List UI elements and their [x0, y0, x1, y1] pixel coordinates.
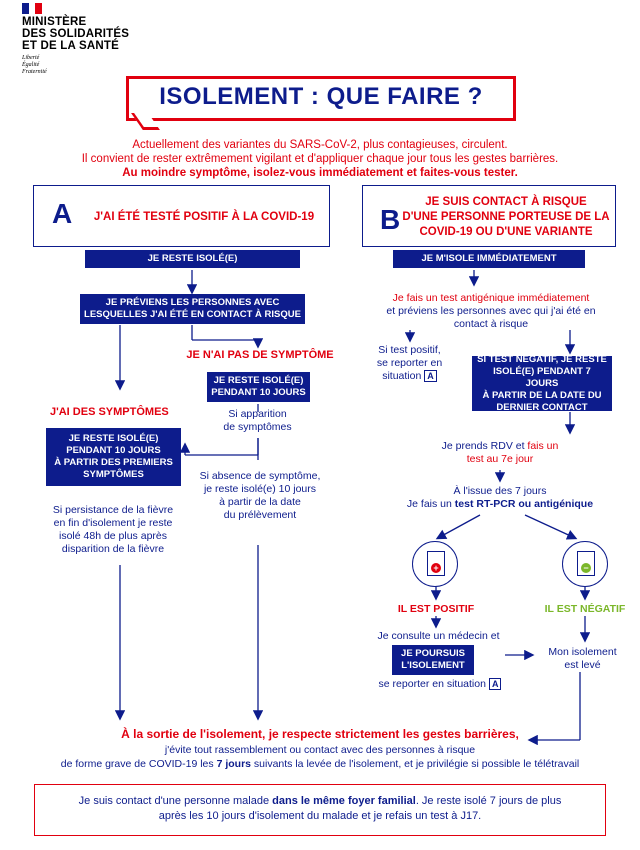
b-after7-l2b: test RT-PCR ou antigénique	[454, 498, 594, 510]
a-absence-note-l2: je reste isolé(e) 10 jours	[203, 483, 317, 495]
motto-liberte: Liberté	[22, 55, 40, 61]
b-if-negative-l4: DERNIER CONTACT	[496, 401, 588, 413]
a-symptoms-box-l4: SYMPTÔMES	[83, 469, 144, 480]
b-after7-note	[380, 485, 620, 511]
b-test-note-l2: et préviens les personnes avec qui j'ai été en	[386, 305, 596, 317]
a-absence-note	[195, 470, 325, 522]
a-symptoms-box-l3: À PARTIR DES PREMIERS	[54, 457, 173, 468]
b-continue-box	[392, 645, 474, 675]
b-if-positive	[362, 344, 457, 383]
b-rdv-c: test au 7e jour	[466, 453, 534, 465]
b-after7-l2a: Je fais un	[406, 498, 455, 510]
ref-a-badge: A	[424, 370, 437, 382]
b-if-negative-l3: À PARTIR DE LA DATE DU	[482, 389, 602, 401]
a-no-symptom-box-l1: JE RESTE ISOLÉ(E)	[213, 375, 304, 386]
b-continue-l2: L'ISOLEMENT	[401, 660, 465, 671]
b-after7-l2	[380, 498, 620, 511]
a-symptoms: J'AI DES SYMPTÔMES	[50, 406, 169, 418]
a-symptoms-box-l2: PENDANT 10 JOURS	[66, 445, 161, 456]
logo-line-3: ET DE LA SANTÉ	[22, 40, 119, 52]
logo-line-2: DES SOLIDARITÉS	[22, 28, 130, 40]
footer-l1b: dans le même foyer familial	[272, 795, 416, 807]
section-b-heading-l1: JE SUIS CONTACT À RISQUE	[425, 196, 587, 208]
motto-fraternite: Fraternité	[22, 69, 47, 75]
a-fever-note-l1: Si persistance de la fièvre	[52, 504, 174, 516]
a-absence-note-l4: du prélèvement	[223, 509, 297, 521]
b-rdv-b: fais un	[527, 440, 559, 452]
b-step-isolate	[393, 250, 585, 268]
footer-line-2: après les 10 jours d'isolement du malade et je refais un test à J17.	[158, 810, 482, 822]
b-if-positive-l3	[362, 370, 457, 383]
a-step-notify-l2: LESQUELLES J'AI ÉTÉ EN CONTACT À RISQUE	[84, 309, 301, 320]
a-no-symptom: JE N'AI PAS DE SYMPTÔME	[186, 349, 334, 361]
footer-box	[34, 784, 606, 836]
b-rdv-a: Je prends RDV et	[441, 440, 528, 452]
b-positive-label: IL EST POSITIF	[397, 603, 475, 615]
motto-egalite: Égalité	[22, 62, 40, 68]
footer-line-1	[35, 794, 605, 809]
b-if-positive-l2: se reporter en	[376, 357, 443, 369]
b-consult: Je consulte un médecin et	[377, 630, 500, 642]
a-no-symptom-box	[207, 372, 310, 402]
footer-l1a: Je suis contact d'une personne malade	[78, 795, 273, 807]
a-no-symptom-box-l2: PENDANT 10 JOURS	[211, 387, 306, 398]
exit-line-3b: 7 jours	[216, 758, 251, 770]
a-absence-note-l1: Si absence de symptôme,	[199, 470, 321, 482]
b-test-note-l1: Je fais un test antigénique immédiatement	[392, 292, 590, 304]
a-fever-note-l4: disparition de la fièvre	[61, 543, 165, 555]
section-b-letter: B	[380, 204, 401, 235]
b-test-note-l3: contact à risque	[453, 318, 529, 330]
page-title: ISOLEMENT : QUE FAIRE ?	[159, 83, 483, 110]
footer-l1c: . Je reste isolé 7 jours de plus	[415, 795, 562, 807]
intro-line-3: Au moindre symptôme, isolez-vous immédiatement et faites-vous tester.	[122, 167, 518, 179]
a-symptoms-box	[46, 428, 181, 486]
section-a-heading: J'AI ÉTÉ TESTÉ POSITIF À LA COVID-19	[93, 211, 315, 223]
b-if-negative-box	[472, 353, 612, 413]
ref-a-badge-2: A	[489, 678, 502, 690]
positive-test-icon	[412, 541, 458, 587]
intro-line-1: Actuellement des variantes du SARS-CoV-2, plus contagieuses, circulent.	[132, 139, 508, 151]
b-if-negative-l2: ISOLÉ(E) PENDANT 7 JOURS	[493, 365, 591, 389]
b-continue-l1: JE POURSUIS	[401, 648, 465, 659]
exit-line-3	[10, 758, 630, 771]
b-lifted-l2: est levé	[564, 659, 601, 671]
a-step-notify-l1: JE PRÉVIENS LES PERSONNES AVEC	[105, 297, 280, 308]
exit-line-3a: de forme grave de COVID-19 les	[60, 758, 217, 770]
b-negative-label: IL EST NÉGATIF	[544, 603, 626, 615]
b-rdv-note	[420, 440, 580, 466]
exit-line-3c: suivants la levée de l'isolement, et je privilégie si possible le télétravail	[251, 758, 580, 770]
a-fever-note-l3: isolé 48h de plus après	[59, 530, 167, 542]
section-a-letter: A	[52, 198, 73, 229]
b-rdv-l1	[420, 440, 580, 453]
a-if-symptoms-l1: Si apparition	[228, 408, 287, 420]
minus-icon: −	[581, 563, 591, 573]
b-lifted-l1: Mon isolement	[548, 646, 617, 658]
a-absence-note-l3: à partir de la date	[219, 496, 301, 508]
section-b-heading-l2: D'UNE PERSONNE PORTEUSE DE LA	[402, 211, 610, 223]
b-if-positive-l3-text: situation	[382, 370, 422, 382]
a-fever-note-l2: en fin d'isolement je reste	[53, 517, 173, 529]
a-symptoms-box-l1: JE RESTE ISOLÉ(E)	[68, 433, 159, 444]
exit-line-1: À la sortie de l'isolement, je respecte strictement les gestes barrières,	[121, 727, 519, 741]
intro-line-2: Il convient de rester extrêmement vigilant et d'appliquer chaque jour tous les gestes barrières.	[81, 153, 559, 165]
section-b-heading-l3: COVID-19 OU D'UNE VARIANTE	[419, 226, 593, 238]
b-report	[360, 678, 520, 691]
plus-icon: +	[431, 563, 441, 573]
b-test-note	[362, 292, 620, 331]
section-b-heading	[400, 195, 612, 240]
b-after7-l1: À l'issue des 7 jours	[453, 485, 547, 497]
a-step-isolated-label: JE RESTE ISOLÉ(E)	[147, 253, 238, 264]
b-step-isolate-label: JE M'ISOLE IMMÉDIATEMENT	[421, 253, 557, 264]
a-fever-note	[38, 504, 188, 556]
b-report-text: se reporter en situation	[378, 678, 486, 690]
a-if-symptoms-l2: de symptômes	[223, 421, 292, 433]
a-if-symptoms	[205, 408, 310, 434]
negative-test-icon	[562, 541, 608, 587]
b-lifted	[535, 646, 630, 672]
a-step-notify	[80, 294, 305, 324]
logo-line-1: MINISTÈRE	[22, 16, 87, 28]
b-if-positive-l1: Si test positif,	[378, 344, 441, 356]
a-step-isolated	[85, 250, 300, 268]
footer-text	[35, 794, 605, 824]
b-if-negative-l1: SI TEST NÉGATIF, JE RESTE	[477, 353, 607, 365]
exit-line-2: j'évite tout rassemblement ou contact avec des personnes à risque	[164, 744, 476, 756]
